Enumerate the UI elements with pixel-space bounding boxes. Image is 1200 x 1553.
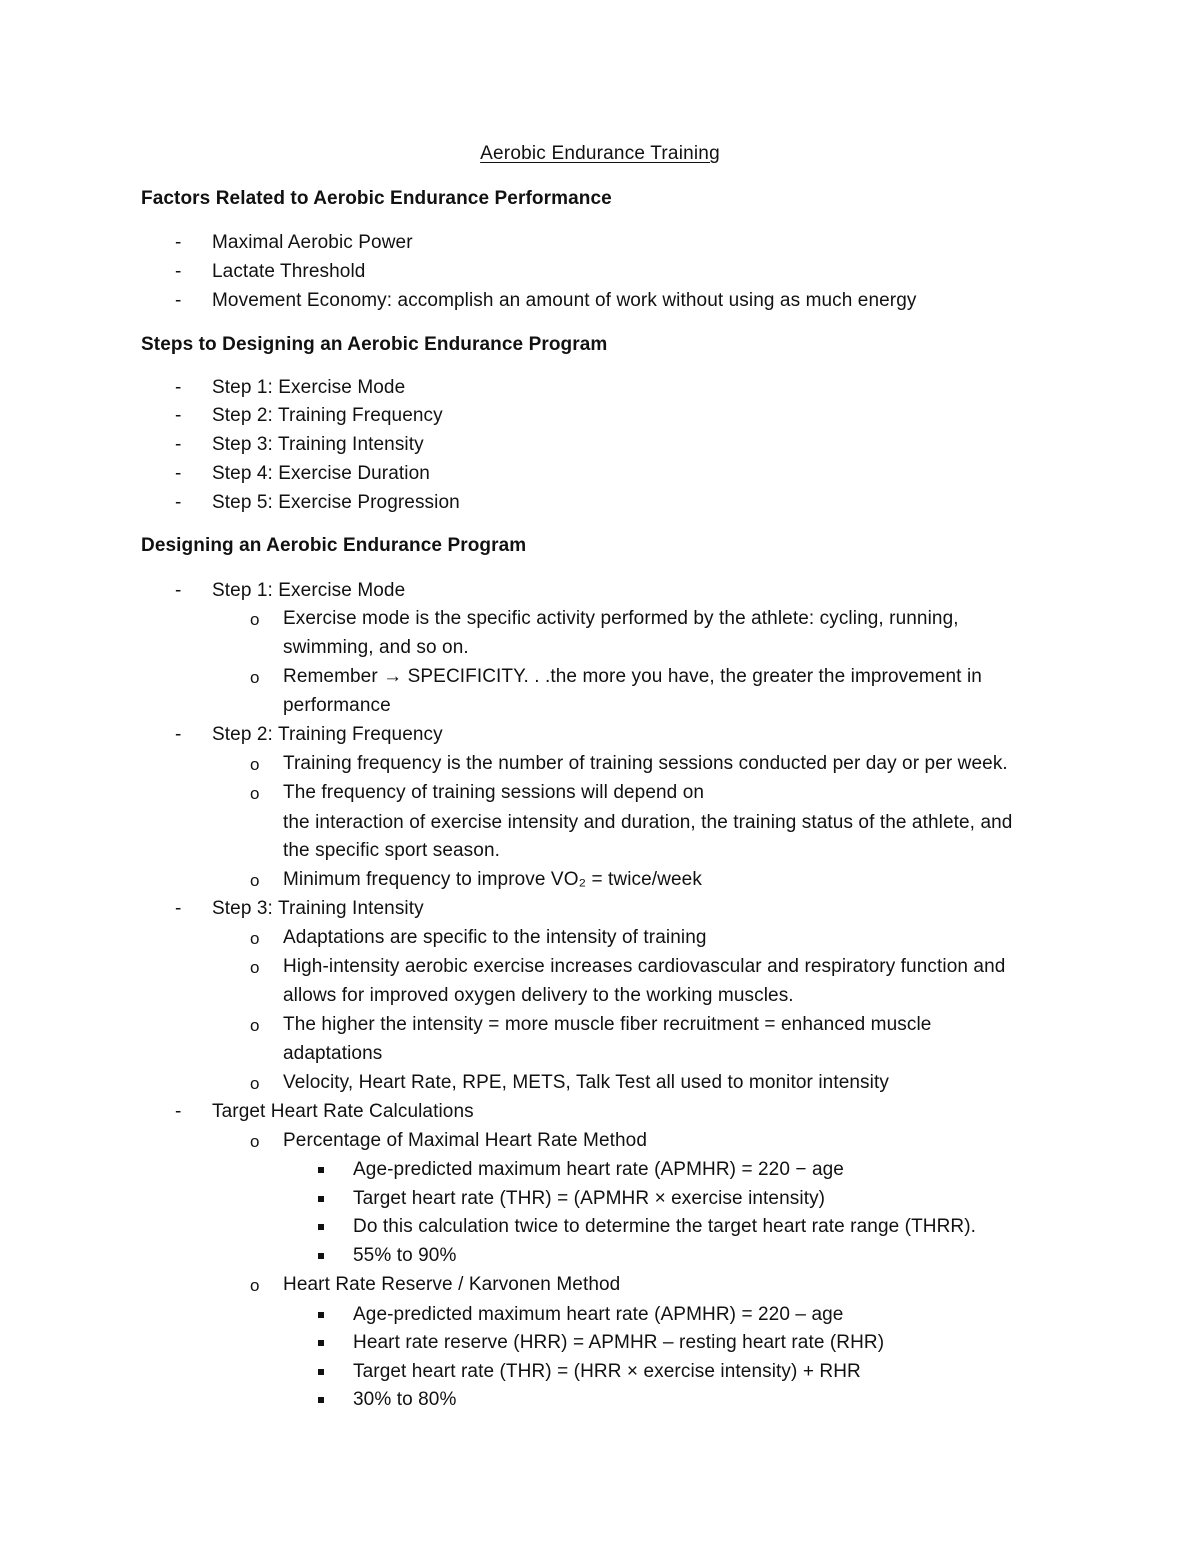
dash-marker: - (175, 261, 182, 282)
dash-marker: - (175, 1101, 182, 1122)
square-bullet-icon (318, 1312, 324, 1318)
dash-marker: - (175, 232, 182, 253)
dash-marker: - (175, 377, 182, 398)
dash-marker: - (175, 492, 182, 513)
dash-marker: - (175, 405, 182, 426)
list-item: Target Heart Rate Calculations (212, 1101, 474, 1122)
dash-marker: - (175, 580, 182, 601)
circle-marker: o (250, 784, 260, 803)
square-bullet-icon (318, 1196, 324, 1202)
sub-item: Minimum frequency to improve VO₂ = twice/week (283, 869, 702, 890)
list-item: Step 1: Exercise Mode (212, 580, 406, 601)
dash-marker: - (175, 463, 182, 484)
sub-item: Training frequency is the number of training sessions conducted per day or per week. (283, 753, 1008, 774)
dash-marker: - (175, 290, 182, 311)
square-bullet-icon (318, 1340, 324, 1346)
list-item: Step 2: Training Frequency (212, 405, 443, 426)
list-item: Movement Economy: accomplish an amount of work without using as much energy (212, 290, 917, 311)
sub-item: Remember → SPECIFICITY. . .the more you have, the greater the improvement in (283, 666, 982, 687)
sub-item: Heart Rate Reserve / Karvonen Method (283, 1274, 621, 1295)
list-item: Step 2: Training Frequency (212, 724, 443, 745)
sub-item: Adaptations are specific to the intensity of training (283, 927, 707, 948)
sub-sub-item: Target heart rate (THR) = (APMHR × exercise intensity) (353, 1188, 826, 1209)
circle-marker: o (250, 1276, 260, 1295)
circle-marker: o (250, 1074, 260, 1093)
circle-marker: o (250, 610, 260, 629)
section-heading-factors: Factors Related to Aerobic Endurance Performance (141, 188, 612, 209)
dash-marker: - (175, 434, 182, 455)
list-item: Maximal Aerobic Power (212, 232, 413, 253)
circle-marker: o (250, 1016, 260, 1035)
sub-sub-item: 55% to 90% (353, 1245, 457, 1266)
sub-item-continuation: the interaction of exercise intensity and duration, the training status of the athlete, and (283, 812, 1013, 833)
sub-item: Exercise mode is the specific activity performed by the athlete: cycling, running, (283, 608, 959, 629)
circle-marker: o (250, 668, 260, 687)
sub-item: High-intensity aerobic exercise increases cardiovascular and respiratory function and (283, 956, 1006, 977)
sub-item-continuation: the specific sport season. (283, 840, 500, 861)
sub-item-continuation: swimming, and so on. (283, 637, 469, 658)
sub-sub-item: 30% to 80% (353, 1389, 457, 1410)
sub-item: The higher the intensity = more muscle fiber recruitment = enhanced muscle (283, 1014, 932, 1035)
square-bullet-icon (318, 1369, 324, 1375)
list-item: Step 1: Exercise Mode (212, 377, 406, 398)
document-title: Aerobic Endurance Training (480, 143, 720, 164)
circle-marker: o (250, 755, 260, 774)
square-bullet-icon (318, 1253, 324, 1259)
dash-marker: - (175, 724, 182, 745)
list-item: Step 5: Exercise Progression (212, 492, 460, 513)
list-item: Lactate Threshold (212, 261, 366, 282)
sub-item: Velocity, Heart Rate, RPE, METS, Talk Test all used to monitor intensity (283, 1072, 889, 1093)
circle-marker: o (250, 958, 260, 977)
sub-item-continuation: performance (283, 695, 391, 716)
list-item: Step 4: Exercise Duration (212, 463, 430, 484)
circle-marker: o (250, 1132, 260, 1151)
section-heading-designing: Designing an Aerobic Endurance Program (141, 535, 527, 556)
square-bullet-icon (318, 1397, 324, 1403)
dash-marker: - (175, 898, 182, 919)
sub-item-continuation: allows for improved oxygen delivery to the working muscles. (283, 985, 794, 1006)
sub-item-continuation: adaptations (283, 1043, 383, 1064)
sub-sub-item: Age-predicted maximum heart rate (APMHR) = 220 – age (353, 1304, 844, 1325)
circle-marker: o (250, 871, 260, 890)
sub-sub-item: Do this calculation twice to determine the target heart rate range (THRR). (353, 1216, 977, 1237)
list-item: Step 3: Training Intensity (212, 434, 424, 455)
list-item: Step 3: Training Intensity (212, 898, 424, 919)
square-bullet-icon (318, 1224, 324, 1230)
sub-sub-item: Age-predicted maximum heart rate (APMHR) = 220 − age (353, 1159, 844, 1180)
sub-sub-item: Target heart rate (THR) = (HRR × exercise intensity) + RHR (353, 1361, 861, 1382)
sub-item: Percentage of Maximal Heart Rate Method (283, 1130, 648, 1151)
square-bullet-icon (318, 1167, 324, 1173)
circle-marker: o (250, 929, 260, 948)
section-heading-steps: Steps to Designing an Aerobic Endurance Program (141, 334, 608, 355)
sub-sub-item: Heart rate reserve (HRR) = APMHR – resting heart rate (RHR) (353, 1332, 885, 1353)
sub-item: The frequency of training sessions will depend on (283, 782, 705, 803)
